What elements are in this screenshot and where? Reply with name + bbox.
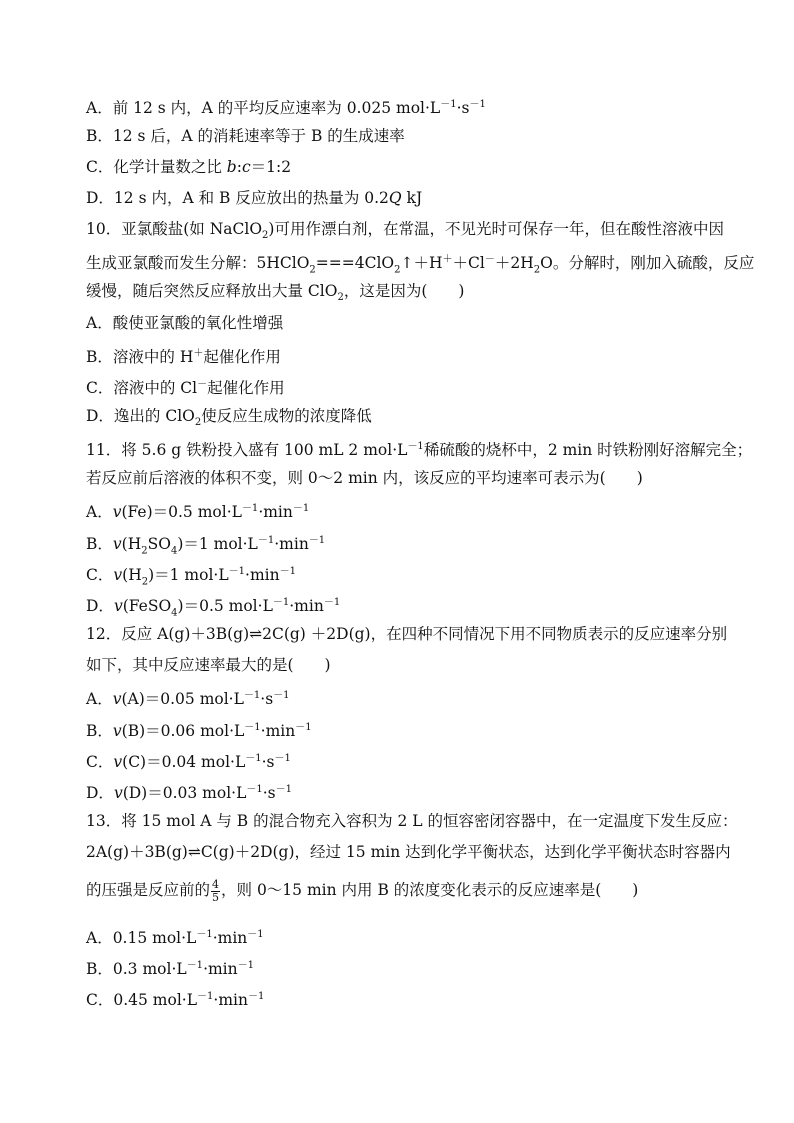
option-10d [86, 406, 372, 433]
text: ＋2H [494, 254, 534, 273]
italic-var: b [226, 158, 237, 176]
text: ·s [262, 784, 276, 803]
superscript: －1 [228, 566, 246, 577]
italic-var: v [112, 690, 122, 709]
question-11-line-1 [86, 437, 752, 460]
question-13-line-2 [86, 842, 731, 862]
text: A．酸使亚氯酸的氧化性增强 [86, 314, 284, 332]
superscript: － [197, 379, 208, 390]
text: ·s [260, 690, 274, 709]
text: C．化学计量数之比 [86, 158, 227, 176]
text: 10．亚氯酸盐(如 NaClO [86, 220, 263, 238]
text: ·s [261, 753, 275, 772]
text: (FeSO [122, 597, 172, 616]
subscript: 2 [141, 576, 149, 588]
text: D． [86, 784, 114, 803]
option-10b [86, 344, 281, 367]
superscript: －1 [275, 784, 293, 795]
superscript: －1 [241, 503, 259, 514]
option-12d [86, 780, 292, 803]
superscript: －1 [469, 99, 486, 110]
option-10c [86, 375, 285, 398]
fraction-numerator: 4 [212, 877, 220, 891]
option-9a [86, 95, 486, 118]
text: (H [122, 566, 142, 585]
text: ·min [203, 960, 238, 979]
text: (A)＝0.05 mol·L [121, 690, 244, 709]
text: ·min [260, 722, 296, 741]
text: )＝0.5 mol·L [177, 597, 273, 616]
text: ·min [258, 503, 293, 522]
text: C．0.45 mol·L [86, 991, 198, 1010]
text: B．12 s 后，A 的消耗速率等于 B 的生成速率 [86, 127, 405, 145]
superscript: ＋ [193, 348, 204, 359]
option-13b [86, 956, 254, 979]
italic-var: v [112, 535, 122, 554]
option-11a [86, 499, 309, 522]
text: A．0.15 mol·L [86, 929, 197, 948]
text: ，这是因为( ) [343, 282, 465, 300]
superscript: －1 [196, 929, 213, 940]
superscript: －1 [245, 753, 262, 764]
italic-var: c [241, 158, 251, 176]
superscript: －1 [295, 722, 312, 733]
italic-var: v [113, 597, 123, 616]
italic-var: Q [388, 189, 402, 207]
superscript: ＋ [442, 254, 453, 265]
superscript: －1 [247, 929, 264, 940]
italic-var: v [113, 566, 123, 585]
question-10-line-3 [86, 281, 464, 308]
subscript: 2 [337, 292, 344, 304]
text: B． [86, 535, 113, 554]
text: ，则 0～15 min 内用 B 的浓度变化表示的反应速率是( ) [221, 881, 639, 899]
text: (D)＝0.03 mol·L [122, 784, 247, 803]
superscript: －1 [272, 597, 290, 608]
text: C． [86, 566, 114, 585]
text: D．12 s 内，A 和 B 反应放出的热量为 0.2 [86, 189, 389, 207]
subscript: 2 [394, 264, 401, 276]
text: 起催化作用 [207, 379, 285, 398]
text: 使反应生成物的浓度降低 [201, 407, 372, 425]
subscript: 2 [533, 264, 541, 276]
question-13-line-3 [86, 877, 638, 904]
option-13c [86, 987, 264, 1010]
question-13-line-1 [86, 811, 738, 831]
italic-var: v [113, 753, 123, 772]
subscript: 2 [309, 264, 316, 276]
superscript: －1 [440, 99, 457, 110]
subscript: 2 [194, 417, 202, 429]
italic-var: v [112, 722, 122, 741]
italic-var: v [112, 503, 122, 522]
text: B．溶液中的 H [86, 348, 194, 367]
option-9b [86, 126, 405, 146]
text: ·s [456, 99, 470, 118]
subscript: 4 [171, 607, 178, 619]
text: C． [86, 753, 114, 772]
superscript: －1 [257, 535, 275, 546]
superscript: －1 [407, 441, 424, 452]
text: : [236, 158, 242, 176]
text: (H [121, 535, 142, 554]
text: ·min [212, 929, 248, 948]
superscript: －1 [308, 535, 326, 546]
option-12b [86, 718, 312, 741]
option-11d [86, 593, 340, 623]
text: 11．将 5.6 g 铁粉投入盛有 100 mL 2 mol·L [86, 441, 408, 460]
text: 若反应前后溶液的体积不变，则 0～2 min 内，该反应的平均速率可表示为( ) [86, 469, 643, 487]
superscript: － [484, 254, 495, 265]
option-12c [86, 749, 291, 772]
text: ＝1:2 [250, 158, 292, 176]
superscript: －1 [186, 960, 204, 971]
superscript: －1 [197, 991, 214, 1002]
option-9d [86, 188, 422, 208]
text: ·min [245, 566, 280, 585]
fraction [211, 879, 220, 904]
text: kJ [401, 189, 423, 207]
superscript: －1 [247, 991, 265, 1002]
text: )＝1 mol·L [177, 535, 258, 554]
superscript: －1 [237, 960, 255, 971]
question-10-line-1 [86, 219, 724, 246]
text: C．溶液中的 Cl [86, 379, 198, 398]
text: 缓慢，随后突然反应释放出大量 ClO [86, 282, 338, 300]
fraction-denominator: 5 [212, 890, 220, 904]
text: A．前 12 s 内，A 的平均反应速率为 0.025 mol·L [86, 99, 441, 118]
text: SO [147, 535, 171, 554]
text: D．逸出的 ClO [86, 407, 195, 425]
superscript: －1 [279, 566, 296, 577]
text: ↑＋H [400, 254, 443, 273]
text: A． [86, 503, 113, 522]
text: 稀硫酸的烧杯中，2 min 时铁粉刚好溶解完全； [423, 441, 753, 460]
subscript: 4 [170, 545, 178, 557]
superscript: －1 [243, 690, 261, 701]
text: (B)＝0.06 mol·L [121, 722, 245, 741]
text: D． [86, 597, 114, 616]
superscript: －1 [246, 784, 263, 795]
text: 生成亚氯酸而发生分解：5HClO [86, 254, 310, 273]
option-11c [86, 562, 296, 592]
option-12a [86, 686, 290, 709]
text: 起催化作用 [203, 348, 281, 367]
text: )＝1 mol·L [148, 566, 229, 585]
text: ·min [289, 597, 324, 616]
option-9c [86, 157, 291, 177]
text: B． [86, 722, 113, 741]
option-13a [86, 925, 264, 948]
option-11b [86, 531, 325, 561]
text: ·min [213, 991, 248, 1010]
text: ＋Cl [452, 254, 485, 273]
text: (C)＝0.04 mol·L [122, 753, 246, 772]
text: O。分解时，刚加入硫酸，反应 [540, 254, 755, 273]
text: 2A(g)＋3B(g)⇌C(g)＋2D(g)，经过 15 min 达到化学平衡状态，达到化学平衡状态时容器内 [86, 843, 731, 861]
text: 如下，其中反应速率最大的是( ) [86, 656, 331, 674]
superscript: －1 [273, 690, 290, 701]
superscript: －1 [244, 722, 261, 733]
subscript: 2 [141, 545, 148, 557]
text: ·min [274, 535, 309, 554]
superscript: －1 [323, 597, 341, 608]
question-12-line-1 [86, 624, 727, 644]
question-11-line-2 [86, 468, 643, 488]
option-10a [86, 313, 283, 333]
subscript: 2 [262, 230, 269, 242]
text: ===4ClO [315, 254, 395, 273]
superscript: －1 [292, 503, 310, 514]
text: A． [86, 690, 113, 709]
text: B．0.3 mol·L [86, 960, 187, 979]
question-12-line-2 [86, 655, 331, 675]
text: 12．反应 A(g)＋3B(g)⇌2C(g) ＋2D(g)，在四种不同情况下用不同物质表示的反应速率分别 [86, 625, 728, 643]
question-10-line-2 [86, 250, 754, 280]
text: 13．将 15 mol A 与 B 的混合物充入容积为 2 L 的恒容密闭容器中，在一定温度下发生反应： [86, 812, 738, 830]
text: )可用作漂白剂，在常温，不见光时可保存一年，但在酸性溶液中因 [268, 220, 724, 238]
text: (Fe)＝0.5 mol·L [121, 503, 242, 522]
text: 的压强是反应前的 [86, 881, 211, 899]
italic-var: v [113, 784, 123, 803]
superscript: －1 [274, 753, 291, 764]
